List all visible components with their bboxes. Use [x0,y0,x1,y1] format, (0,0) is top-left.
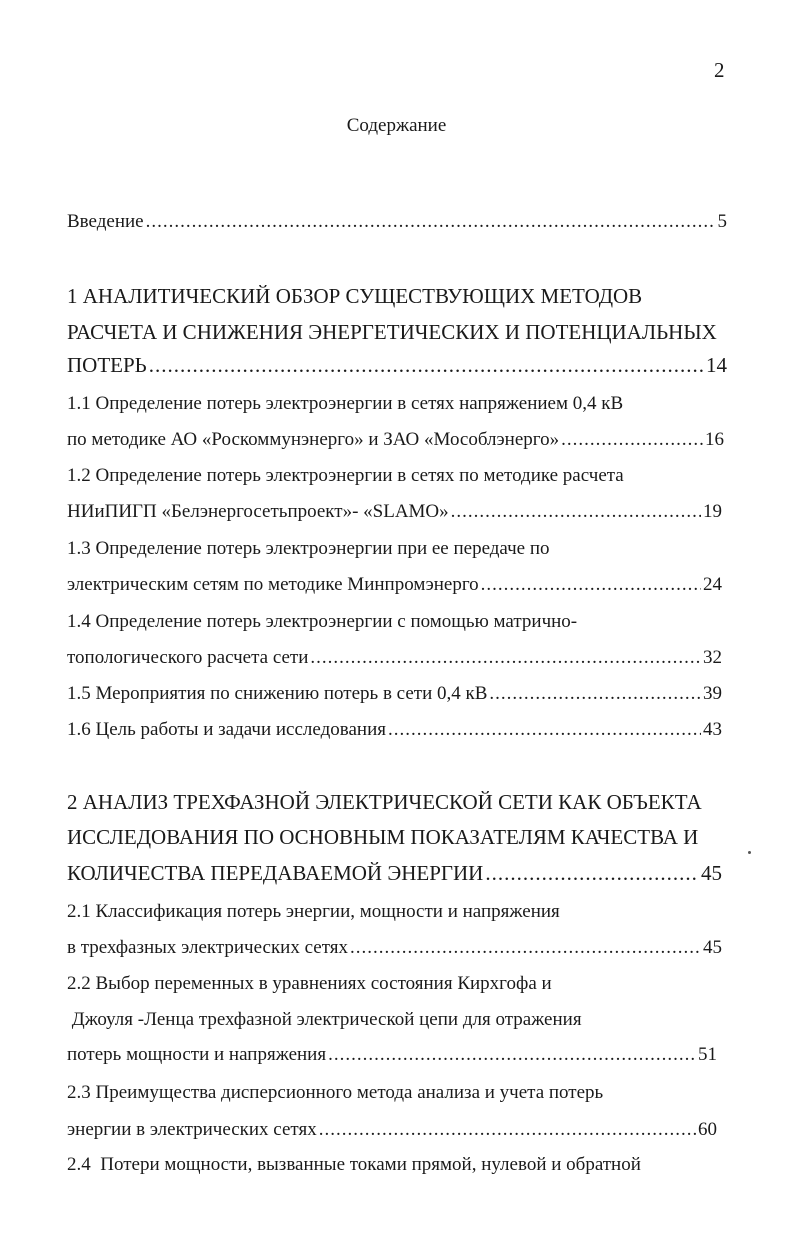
dot-leader [149,353,704,377]
section-1-3-line: 1.3 Определение потерь электроэнергии при ее передаче по [67,538,550,559]
dot-leader [451,500,701,524]
dot-leader [481,573,701,597]
dot-leader [328,1043,696,1067]
toc-entry-text: КОЛИЧЕСТВА ПЕРЕДАВАЕМОЙ ЭНЕРГИИ [67,861,484,885]
toc-entry-section-2-2 [67,1043,717,1067]
toc-entry-section-1-3 [67,573,722,597]
toc-entry-page: 24 [703,574,722,595]
section-1-2-line: 1.2 Определение потерь электроэнергии в сетях по методике расчета [67,465,624,486]
toc-entry-text: энергии в электрических сетях [67,1119,317,1140]
section-2-3-line: 2.3 Преимущества дисперсионного метода анализа и учета потерь [67,1082,604,1103]
toc-entry-section-1-5 [67,682,722,706]
toc-entry-section-2-3 [67,1118,717,1142]
toc-entry-text: электрическим сетям по методике Минпромэнерго [67,574,479,595]
dot-leader [388,718,701,742]
chapter-1-heading-line: РАСЧЕТА И СНИЖЕНИЯ ЭНЕРГЕТИЧЕСКИХ И ПОТЕНЦИАЛЬНЫХ [67,320,717,344]
section-2-2-line: Джоуля -Ленца трехфазной электрической цепи для отражения [67,1009,582,1030]
page-title: Содержание [346,115,447,136]
dot-leader [485,861,699,885]
toc-entry-page: 51 [698,1044,717,1065]
toc-entry-text: Введение [67,211,144,232]
dot-leader [310,646,701,670]
toc-entry-page: 19 [703,501,722,522]
toc-entry-text: 1.6 Цель работы и задачи исследования [67,719,386,740]
chapter-2-heading-line: ИССЛЕДОВАНИЯ ПО ОСНОВНЫМ ПОКАЗАТЕЛЯМ КАЧЕСТВА И [67,825,699,849]
section-1-4-line: 1.4 Определение потерь электроэнергии с помощью матрично- [67,611,578,632]
toc-entry-page: 5 [717,211,727,232]
toc-entry-page: 16 [705,429,724,450]
dot-leader [319,1118,696,1142]
section-2-2-line: 2.2 Выбор переменных в уравнениях состояния Кирхгофа и [67,973,552,994]
page-number: 2 [714,58,725,82]
toc-entry-text: ПОТЕРЬ [67,353,147,377]
dot-leader [561,428,703,452]
toc-entry-text: потерь мощности и напряжения [67,1044,327,1065]
section-2-1-line: 2.1 Классификация потерь энергии, мощности и напряжения [67,901,560,922]
toc-entry-text: по методике АО «Роскоммунэнерго» и ЗАО «Мособлэнерго» [67,429,560,450]
toc-entry-page: 39 [703,683,722,704]
toc-entry-page: 60 [698,1119,717,1140]
section-2-4-line: 2.4 Потери мощности, вызванные токами прямой, нулевой и обратной [67,1154,641,1175]
toc-entry-text: топологического расчета сети [67,647,309,668]
toc-entry-page: 43 [703,719,722,740]
toc-entry-page: 14 [706,353,727,377]
toc-entry-page: 45 [701,861,722,885]
toc-entry-section-1-4 [67,646,722,670]
toc-entry-section-2-1 [67,936,722,960]
toc-entry-chapter-2 [67,861,722,885]
chapter-1-heading-line: 1 АНАЛИТИЧЕСКИЙ ОБЗОР СУЩЕСТВУЮЩИХ МЕТОДОВ [67,284,643,308]
toc-entry-text: 1.5 Мероприятия по снижению потерь в сети 0,4 кВ [67,683,488,704]
scan-speck [748,851,751,854]
toc-entry-text: НИиПИГП «Белэнергосетьпроект»- «SLAMO» [67,501,449,522]
dot-leader [350,936,701,960]
toc-entry-section-1-2 [67,500,722,524]
toc-entry-intro [67,210,727,234]
toc-entry-section-1-6 [67,718,722,742]
toc-entry-page: 32 [703,647,722,668]
toc-entry-page: 45 [703,937,722,958]
section-1-1-line: 1.1 Определение потерь электроэнергии в сетях напряжением 0,4 кВ [67,393,624,414]
toc-entry-section-1-1 [67,428,724,452]
toc-entry-chapter-1 [67,353,727,377]
chapter-2-heading-line: 2 АНАЛИЗ ТРЕХФАЗНОЙ ЭЛЕКТРИЧЕСКОЙ СЕТИ КАК ОБЪЕКТА [67,790,702,814]
toc-entry-text: в трехфазных электрических сетях [67,937,348,958]
dot-leader [489,682,701,706]
dot-leader [146,210,716,234]
